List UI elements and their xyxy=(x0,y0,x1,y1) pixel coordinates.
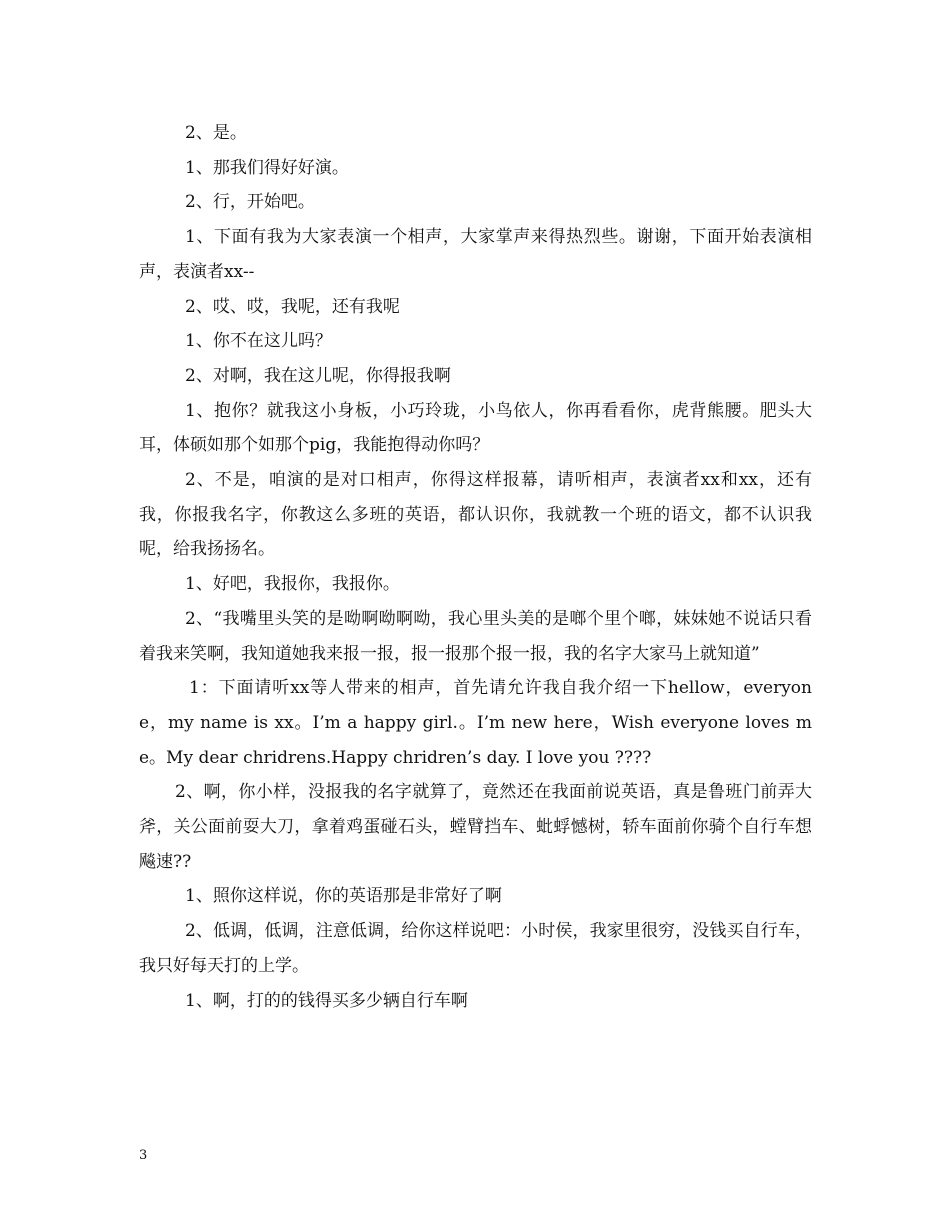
paragraph: 1：下面请听xx等人带来的相声，首先请允许我自我介绍一下hellow，everyone，my name is xx。I’m a happy girl.。I’m new here，Wish everyone loves me。My dear chridrens.Happy chridren’s day. I love you ???? xyxy=(139,678,812,768)
paragraph: 1、抱你？就我这小身板，小巧玲珑，小鸟依人，你再看看你，虎背熊腰。肥头大耳，体硕如那个如那个pig，我能抱得动你吗？ xyxy=(139,400,812,456)
paragraph: 2、“我嘴里头笑的是呦啊呦啊呦，我心里头美的是啷个里个啷，妹妹她不说话只看着我来笑啊，我知道她我来报一报，报一报那个报一报，我的名字大家马上就知道” xyxy=(139,608,812,664)
paragraph: 1、你不在这儿吗？ xyxy=(185,331,332,352)
paragraph: 1、下面有我为大家表演一个相声，大家掌声来得热烈些。谢谢，下面开始表演相声，表演者xx-- xyxy=(139,227,812,282)
paragraph: 2、低调，低调，注意低调，给你这样说吧：小时侯，我家里很穷，没钱买自行车，我只好每天打的上学。 xyxy=(139,921,812,976)
paragraph: 2、哎、哎，我呢，还有我呢 xyxy=(185,296,400,317)
document-body xyxy=(139,116,812,1018)
paragraph: 2、啊，你小样，没报我的名字就算了，竟然还在我面前说英语，真是鲁班门前弄大斧，关公面前耍大刀，拿着鸡蛋碰石头，螳臂挡车、蚍蜉憾树，轿车面前你骑个自行车想飚速?? xyxy=(139,782,812,872)
paragraph: 2、不是，咱演的是对口相声，你得这样报幕，请听相声，表演者xx和xx，还有我，你报我名字，你教这么多班的英语，都认识你，我就教一个班的语文，都不认识我呢，给我扬扬名。 xyxy=(139,470,812,560)
paragraph: 1、啊，打的的钱得买多少辆自行车啊 xyxy=(185,990,468,1011)
paragraph: 1、好吧，我报你，我报你。 xyxy=(185,574,400,595)
paragraph: 2、是。 xyxy=(185,123,247,143)
paragraph: 1、那我们得好好演。 xyxy=(185,157,349,178)
paragraph: 2、对啊，我在这儿呢，你得报我啊 xyxy=(185,365,451,386)
page-number: 3 xyxy=(139,1148,148,1163)
paragraph: 2、行，开始吧。 xyxy=(185,192,315,213)
paragraph: 1、照你这样说，你的英语那是非常好了啊 xyxy=(185,886,502,907)
